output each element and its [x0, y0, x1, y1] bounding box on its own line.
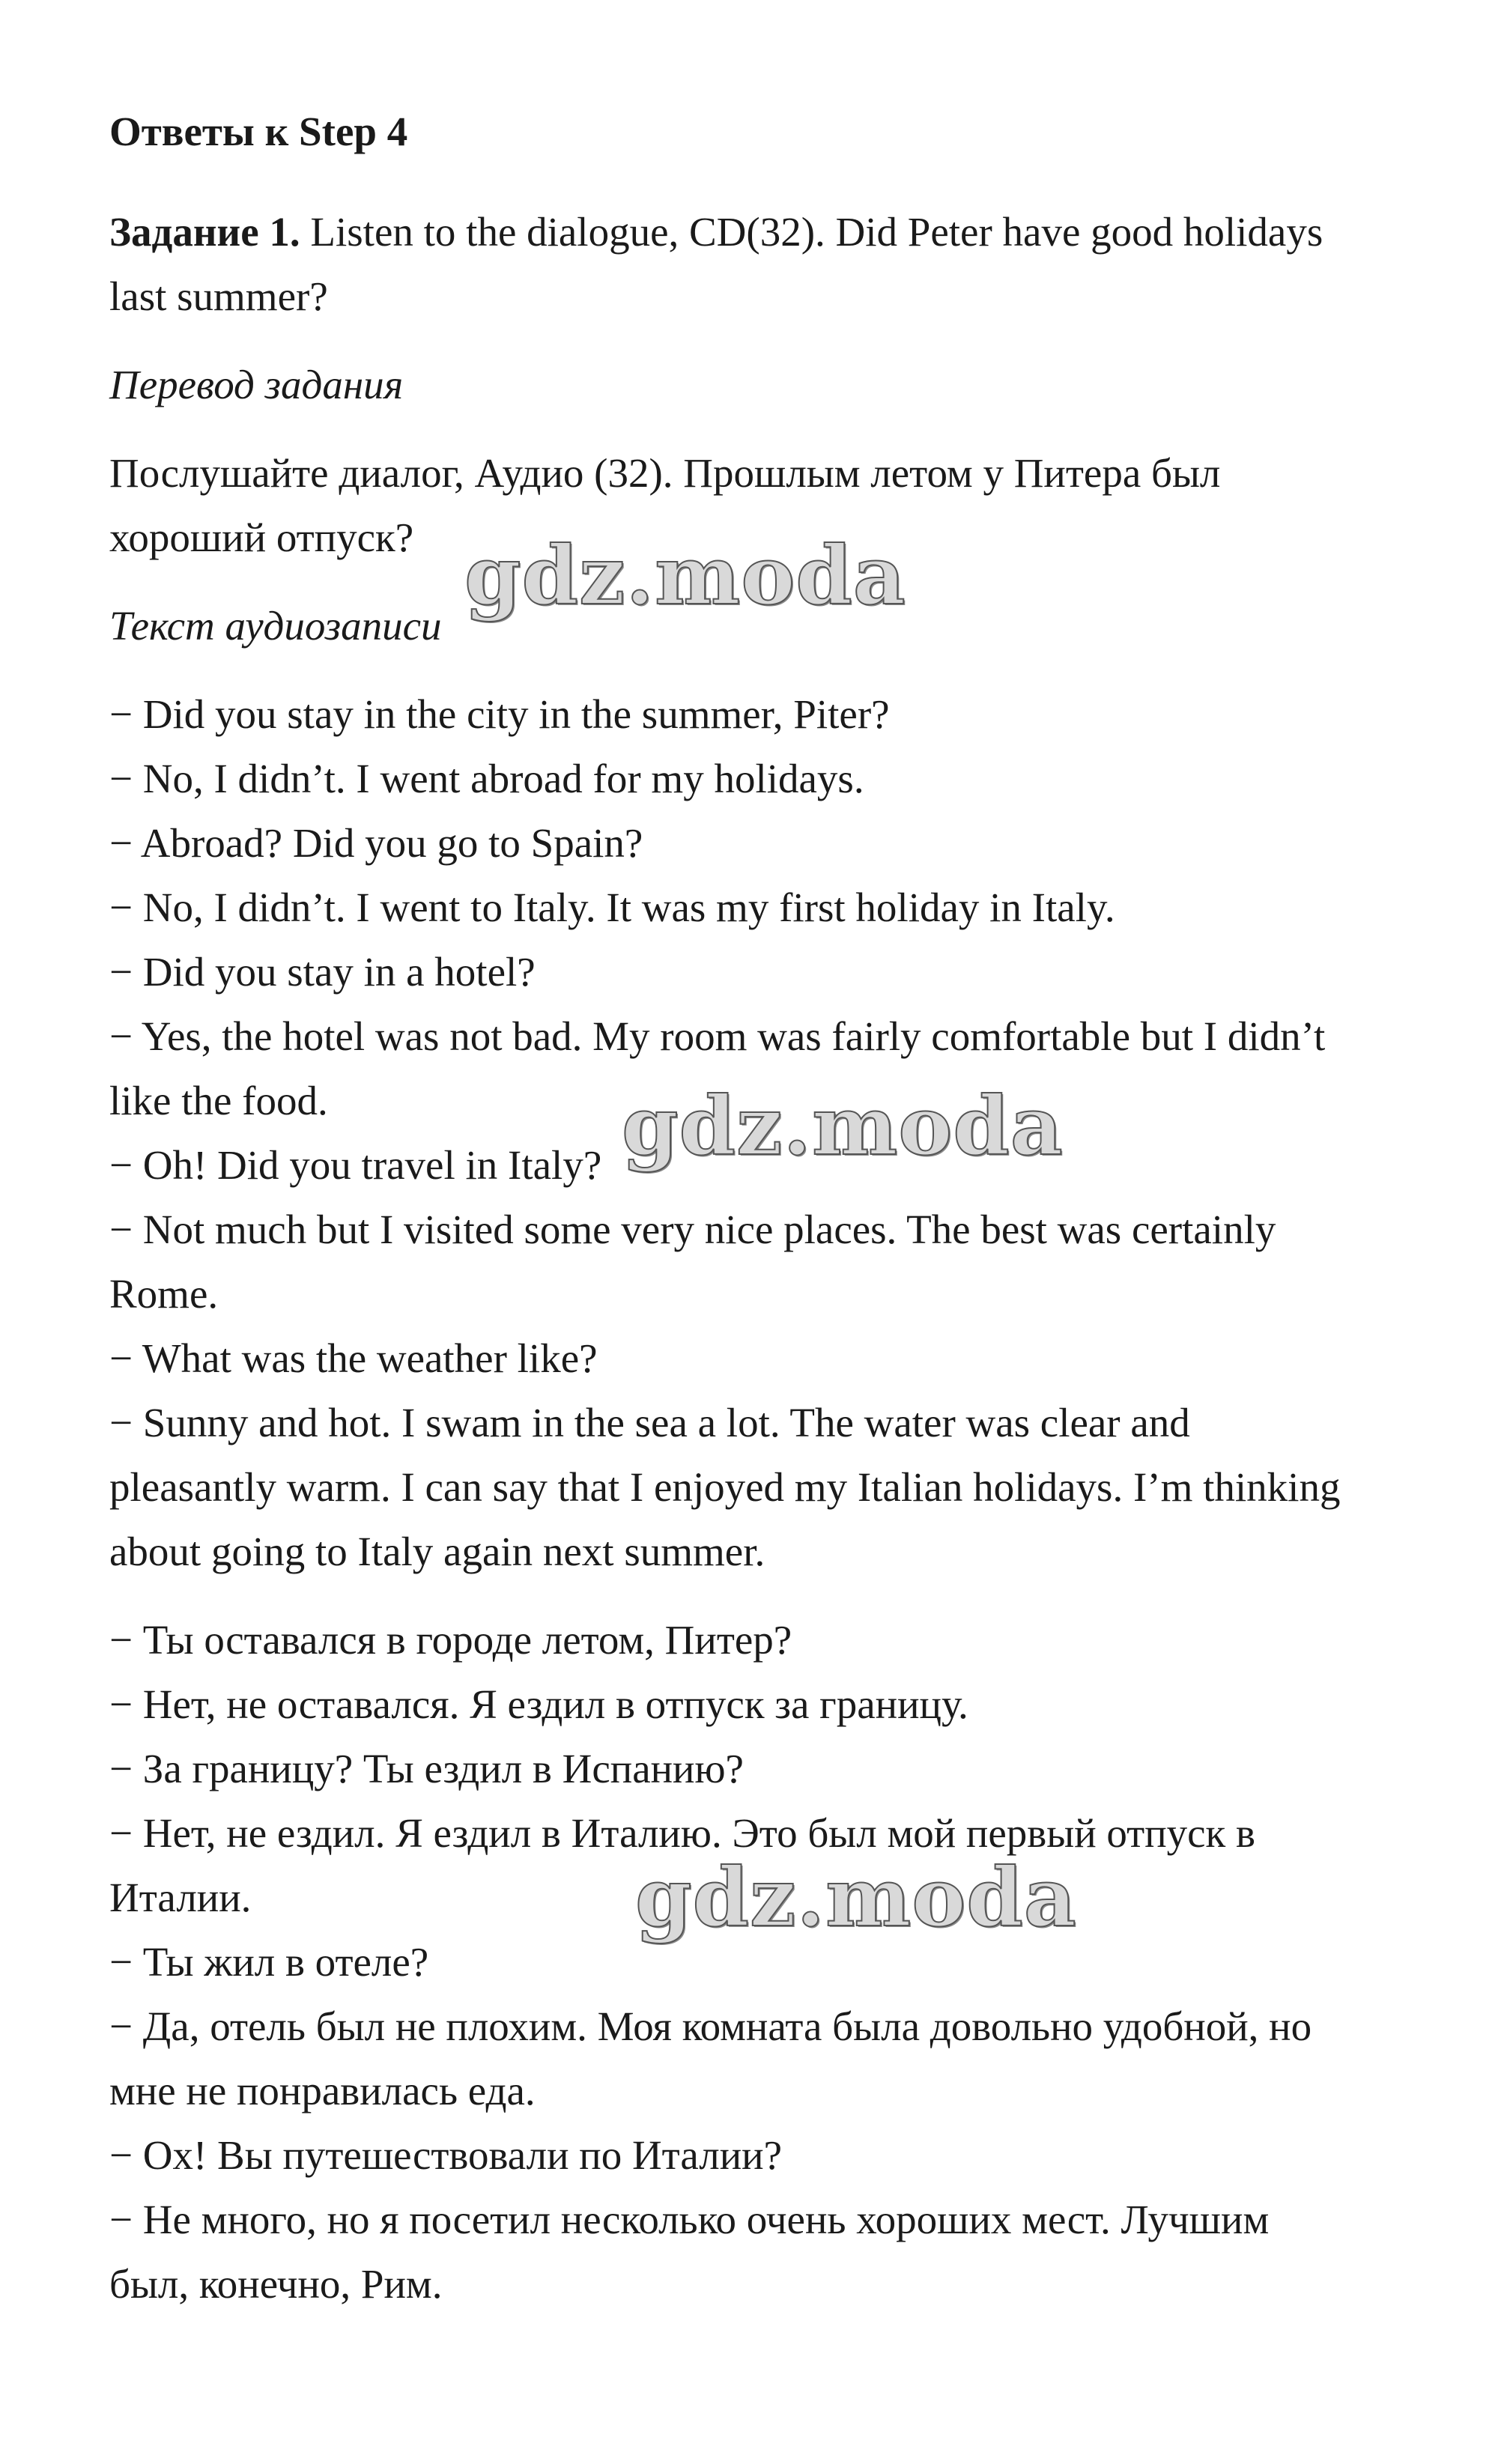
dialogue-line-ru: − Ты жил в отеле?	[109, 1939, 429, 1985]
watermark-logo: gdz.moda	[464, 529, 906, 623]
dialogue-line-ru: − Ох! Вы путешествовали по Италии?	[109, 2132, 782, 2178]
watermark-logo: gdz.moda	[622, 1079, 1064, 1174]
dialogue-line-en: − No, I didn’t. I went to Italy. It was my first holiday in Italy.	[109, 884, 1115, 930]
translation-heading: Перевод задания	[109, 362, 404, 407]
dialogue-line-ru: был, конечно, Рим.	[109, 2261, 443, 2307]
dialogue-line-en: about going to Italy again next summer.	[109, 1529, 765, 1574]
translation-line: хороший отпуск?	[109, 515, 414, 560]
dialogue-line-en: − Oh! Did you travel in Italy?	[109, 1142, 602, 1188]
dialogue-line-ru: − За границу? Ты ездил в Испанию?	[109, 1746, 744, 1791]
dialogue-line-en: − Sunny and hot. I swam in the sea a lot. The water was clear and	[109, 1400, 1190, 1445]
dialogue-line-ru: Италии.	[109, 1875, 252, 1920]
dialogue-line-en: − Abroad? Did you go to Spain?	[109, 820, 643, 866]
dialogue-line-en: − No, I didn’t. I went abroad for my holidays.	[109, 756, 864, 801]
audio-heading: Текст аудиозаписи	[109, 603, 442, 649]
task-text: Listen to the dialogue, CD(32). Did Peter have good holidays	[300, 209, 1323, 255]
watermark-logo: gdz.moda	[635, 1851, 1077, 1945]
dialogue-line-en: − Did you stay in a hotel?	[109, 949, 536, 995]
dialogue-line-en: like the food.	[109, 1078, 328, 1123]
dialogue-line-ru: − Не много, но я посетил несколько очень хороших мест. Лучшим	[109, 2197, 1270, 2242]
dialogue-line-en: pleasantly warm. I can say that I enjoyed my Italian holidays. I’m thinking	[109, 1464, 1341, 1510]
dialogue-line-ru: − Да, отель был не плохим. Моя комната была довольно удобной, но	[109, 2003, 1312, 2049]
dialogue-line-en: − Yes, the hotel was not bad. My room was fairly comfortable but I didn’t	[109, 1013, 1326, 1059]
page-title: Ответы к Step 4	[109, 109, 408, 154]
dialogue-line-en: − Did you stay in the city in the summer, Piter?	[109, 691, 890, 737]
task-label: Задание 1.	[109, 209, 300, 255]
task-line-2: last summer?	[109, 273, 328, 319]
task-line-1	[109, 209, 1323, 255]
dialogue-line-ru: − Нет, не оставался. Я ездил в отпуск за границу.	[109, 1681, 968, 1727]
dialogue-line-ru: − Ты оставался в городе летом, Питер?	[109, 1617, 792, 1663]
dialogue-line-ru: мне не понравилась еда.	[109, 2068, 536, 2113]
dialogue-line-en: Rome.	[109, 1271, 219, 1317]
dialogue-line-ru: − Нет, не ездил. Я ездил в Италию. Это был мой первый отпуск в	[109, 1810, 1255, 1856]
dialogue-line-en: − Not much but I visited some very nice places. The best was certainly	[109, 1207, 1276, 1252]
dialogue-line-en: − What was the weather like?	[109, 1335, 598, 1381]
translation-line: Послушайте диалог, Аудио (32). Прошлым летом у Питера был	[109, 450, 1221, 496]
